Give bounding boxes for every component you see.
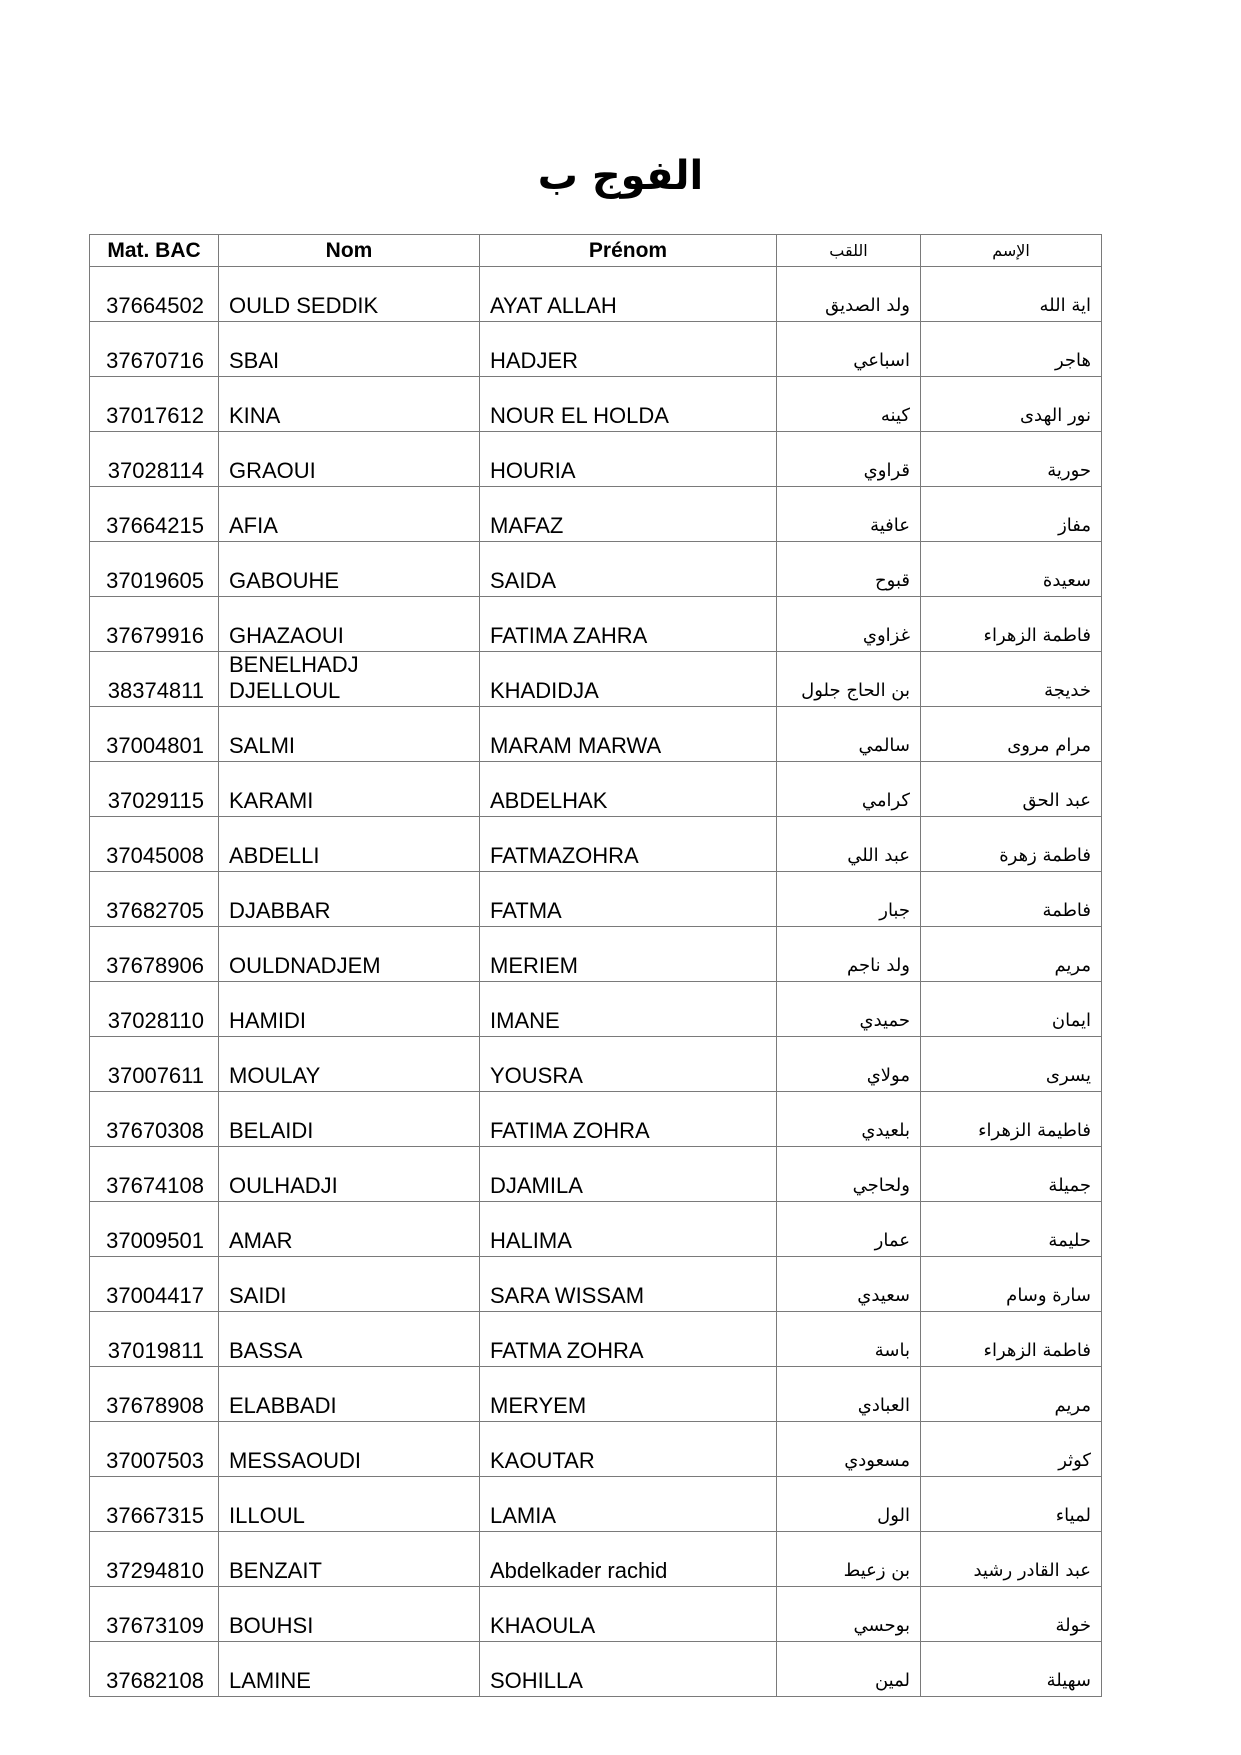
column-header-prenom: Prénom <box>480 235 777 267</box>
prenom-cell: KHAOULA <box>480 1587 777 1642</box>
prenom-cell: FATMA <box>480 872 777 927</box>
laqab-cell: جبار <box>777 872 921 927</box>
table-row <box>90 322 1102 377</box>
nom-cell: OULDNADJEM <box>219 927 480 982</box>
ism-cell: هاجر <box>921 322 1102 377</box>
table-row <box>90 1477 1102 1532</box>
prenom-cell: FATMA ZOHRA <box>480 1312 777 1367</box>
mat-bac-cell: 37667315 <box>90 1477 219 1532</box>
nom-cell: LAMINE <box>219 1642 480 1697</box>
laqab-cell: ولد الصديق <box>777 267 921 322</box>
table-row <box>90 1532 1102 1587</box>
laqab-cell: عمار <box>777 1202 921 1257</box>
ism-cell: يسرى <box>921 1037 1102 1092</box>
nom-cell: GHAZAOUI <box>219 597 480 652</box>
ism-cell: مرام مروى <box>921 707 1102 762</box>
prenom-cell: NOUR EL HOLDA <box>480 377 777 432</box>
mat-bac-cell: 37029115 <box>90 762 219 817</box>
nom-cell: BOUHSI <box>219 1587 480 1642</box>
prenom-cell: KAOUTAR <box>480 1422 777 1477</box>
ism-cell: مريم <box>921 1367 1102 1422</box>
ism-cell: فاطمة الزهراء <box>921 1312 1102 1367</box>
laqab-cell: قبوح <box>777 542 921 597</box>
table-row <box>90 1642 1102 1697</box>
mat-bac-cell: 37679916 <box>90 597 219 652</box>
prenom-cell: KHADIDJA <box>480 652 777 707</box>
mat-bac-cell: 37664215 <box>90 487 219 542</box>
nom-cell: MOULAY <box>219 1037 480 1092</box>
ism-cell: ايمان <box>921 982 1102 1037</box>
table-row <box>90 762 1102 817</box>
laqab-cell: سالمي <box>777 707 921 762</box>
laqab-cell: ولحاجي <box>777 1147 921 1202</box>
nom-cell: ABDELLI <box>219 817 480 872</box>
mat-bac-cell: 37007611 <box>90 1037 219 1092</box>
nom-cell: BENELHADJ DJELLOUL <box>219 652 480 707</box>
table-row <box>90 1587 1102 1642</box>
prenom-cell: MERIEM <box>480 927 777 982</box>
table-row <box>90 1147 1102 1202</box>
prenom-cell: SARA WISSAM <box>480 1257 777 1312</box>
ism-cell: فاطمة الزهراء <box>921 597 1102 652</box>
nom-cell: SAIDI <box>219 1257 480 1312</box>
prenom-cell: Abdelkader rachid <box>480 1532 777 1587</box>
ism-cell: سارة وسام <box>921 1257 1102 1312</box>
mat-bac-cell: 37045008 <box>90 817 219 872</box>
table-row <box>90 432 1102 487</box>
nom-cell: SBAI <box>219 322 480 377</box>
prenom-cell: HALIMA <box>480 1202 777 1257</box>
ism-cell: سهيلة <box>921 1642 1102 1697</box>
table-row <box>90 487 1102 542</box>
prenom-cell: HADJER <box>480 322 777 377</box>
prenom-cell: FATIMA ZOHRA <box>480 1092 777 1147</box>
mat-bac-cell: 37664502 <box>90 267 219 322</box>
table-row <box>90 267 1102 322</box>
laqab-cell: قراوي <box>777 432 921 487</box>
table-row <box>90 542 1102 597</box>
laqab-cell: العبادي <box>777 1367 921 1422</box>
table-row <box>90 1037 1102 1092</box>
prenom-cell: SOHILLA <box>480 1642 777 1697</box>
ism-cell: فاطمة <box>921 872 1102 927</box>
table-row <box>90 597 1102 652</box>
laqab-cell: عبد اللي <box>777 817 921 872</box>
mat-bac-cell: 37017612 <box>90 377 219 432</box>
column-header-laqab: اللقب <box>777 235 921 267</box>
mat-bac-cell: 37670308 <box>90 1092 219 1147</box>
nom-cell: AMAR <box>219 1202 480 1257</box>
nom-cell: HAMIDI <box>219 982 480 1037</box>
nom-cell: OULD SEDDIK <box>219 267 480 322</box>
prenom-cell: MERYEM <box>480 1367 777 1422</box>
ism-cell: خديجة <box>921 652 1102 707</box>
table-row <box>90 1257 1102 1312</box>
table-row <box>90 927 1102 982</box>
ism-cell: اية الله <box>921 267 1102 322</box>
mat-bac-cell: 37294810 <box>90 1532 219 1587</box>
nom-cell: MESSAOUDI <box>219 1422 480 1477</box>
table-row <box>90 982 1102 1037</box>
laqab-cell: بن الحاج جلول <box>777 652 921 707</box>
prenom-cell: YOUSRA <box>480 1037 777 1092</box>
ism-cell: جميلة <box>921 1147 1102 1202</box>
prenom-cell: MARAM MARWA <box>480 707 777 762</box>
mat-bac-cell: 37019605 <box>90 542 219 597</box>
ism-cell: كوثر <box>921 1422 1102 1477</box>
prenom-cell: AYAT ALLAH <box>480 267 777 322</box>
table-row <box>90 1092 1102 1147</box>
mat-bac-cell: 37004801 <box>90 707 219 762</box>
prenom-cell: HOURIA <box>480 432 777 487</box>
laqab-cell: مسعودي <box>777 1422 921 1477</box>
mat-bac-cell: 37678908 <box>90 1367 219 1422</box>
laqab-cell: ولد ناجم <box>777 927 921 982</box>
table-row <box>90 377 1102 432</box>
ism-cell: مريم <box>921 927 1102 982</box>
ism-cell: لمياء <box>921 1477 1102 1532</box>
mat-bac-cell: 38374811 <box>90 652 219 707</box>
ism-cell: حورية <box>921 432 1102 487</box>
nom-cell: BASSA <box>219 1312 480 1367</box>
table-row <box>90 707 1102 762</box>
ism-cell: عبد الحق <box>921 762 1102 817</box>
laqab-cell: عافية <box>777 487 921 542</box>
laqab-cell: مولاي <box>777 1037 921 1092</box>
nom-cell: OULHADJI <box>219 1147 480 1202</box>
nom-cell: KARAMI <box>219 762 480 817</box>
nom-cell: ELABBADI <box>219 1367 480 1422</box>
ism-cell: فاطيمة الزهراء <box>921 1092 1102 1147</box>
student-table <box>89 234 1102 1697</box>
ism-cell: فاطمة زهرة <box>921 817 1102 872</box>
nom-cell: SALMI <box>219 707 480 762</box>
ism-cell: نور الهدى <box>921 377 1102 432</box>
mat-bac-cell: 37673109 <box>90 1587 219 1642</box>
prenom-cell: IMANE <box>480 982 777 1037</box>
prenom-cell: FATMAZOHRA <box>480 817 777 872</box>
laqab-cell: حميدي <box>777 982 921 1037</box>
prenom-cell: DJAMILA <box>480 1147 777 1202</box>
prenom-cell: SAIDA <box>480 542 777 597</box>
nom-cell: ILLOUL <box>219 1477 480 1532</box>
column-header-ism: الإسم <box>921 235 1102 267</box>
ism-cell: حليمة <box>921 1202 1102 1257</box>
laqab-cell: اسباعي <box>777 322 921 377</box>
mat-bac-cell: 37678906 <box>90 927 219 982</box>
laqab-cell: بلعيدي <box>777 1092 921 1147</box>
laqab-cell: بن زعيط <box>777 1532 921 1587</box>
laqab-cell: باسة <box>777 1312 921 1367</box>
column-header-mat-bac: Mat. BAC <box>90 235 219 267</box>
prenom-cell: LAMIA <box>480 1477 777 1532</box>
laqab-cell: سعيدي <box>777 1257 921 1312</box>
mat-bac-cell: 37674108 <box>90 1147 219 1202</box>
mat-bac-cell: 37007503 <box>90 1422 219 1477</box>
laqab-cell: بوحسي <box>777 1587 921 1642</box>
mat-bac-cell: 37019811 <box>90 1312 219 1367</box>
mat-bac-cell: 37028110 <box>90 982 219 1037</box>
ism-cell: مفاز <box>921 487 1102 542</box>
table-row <box>90 872 1102 927</box>
mat-bac-cell: 37028114 <box>90 432 219 487</box>
nom-cell: DJABBAR <box>219 872 480 927</box>
table-body <box>90 267 1102 1697</box>
laqab-cell: الول <box>777 1477 921 1532</box>
table-row <box>90 1422 1102 1477</box>
table-header-row <box>90 235 1102 267</box>
prenom-cell: FATIMA ZAHRA <box>480 597 777 652</box>
table-row <box>90 817 1102 872</box>
mat-bac-cell: 37004417 <box>90 1257 219 1312</box>
laqab-cell: كرامي <box>777 762 921 817</box>
ism-cell: عبد القادر رشيد <box>921 1532 1102 1587</box>
table-row <box>90 1312 1102 1367</box>
prenom-cell: ABDELHAK <box>480 762 777 817</box>
laqab-cell: غزاوي <box>777 597 921 652</box>
nom-cell: BENZAIT <box>219 1532 480 1587</box>
mat-bac-cell: 37682108 <box>90 1642 219 1697</box>
ism-cell: خولة <box>921 1587 1102 1642</box>
nom-cell: GABOUHE <box>219 542 480 597</box>
nom-cell: GRAOUI <box>219 432 480 487</box>
laqab-cell: لمين <box>777 1642 921 1697</box>
table-row <box>90 1367 1102 1422</box>
laqab-cell: كينه <box>777 377 921 432</box>
mat-bac-cell: 37670716 <box>90 322 219 377</box>
nom-cell: AFIA <box>219 487 480 542</box>
mat-bac-cell: 37009501 <box>90 1202 219 1257</box>
table-row <box>90 652 1102 707</box>
prenom-cell: MAFAZ <box>480 487 777 542</box>
column-header-nom: Nom <box>219 235 480 267</box>
nom-cell: BELAIDI <box>219 1092 480 1147</box>
nom-cell: KINA <box>219 377 480 432</box>
table-row <box>90 1202 1102 1257</box>
mat-bac-cell: 37682705 <box>90 872 219 927</box>
ism-cell: سعيدة <box>921 542 1102 597</box>
page-title: الفوج ب <box>537 153 704 199</box>
